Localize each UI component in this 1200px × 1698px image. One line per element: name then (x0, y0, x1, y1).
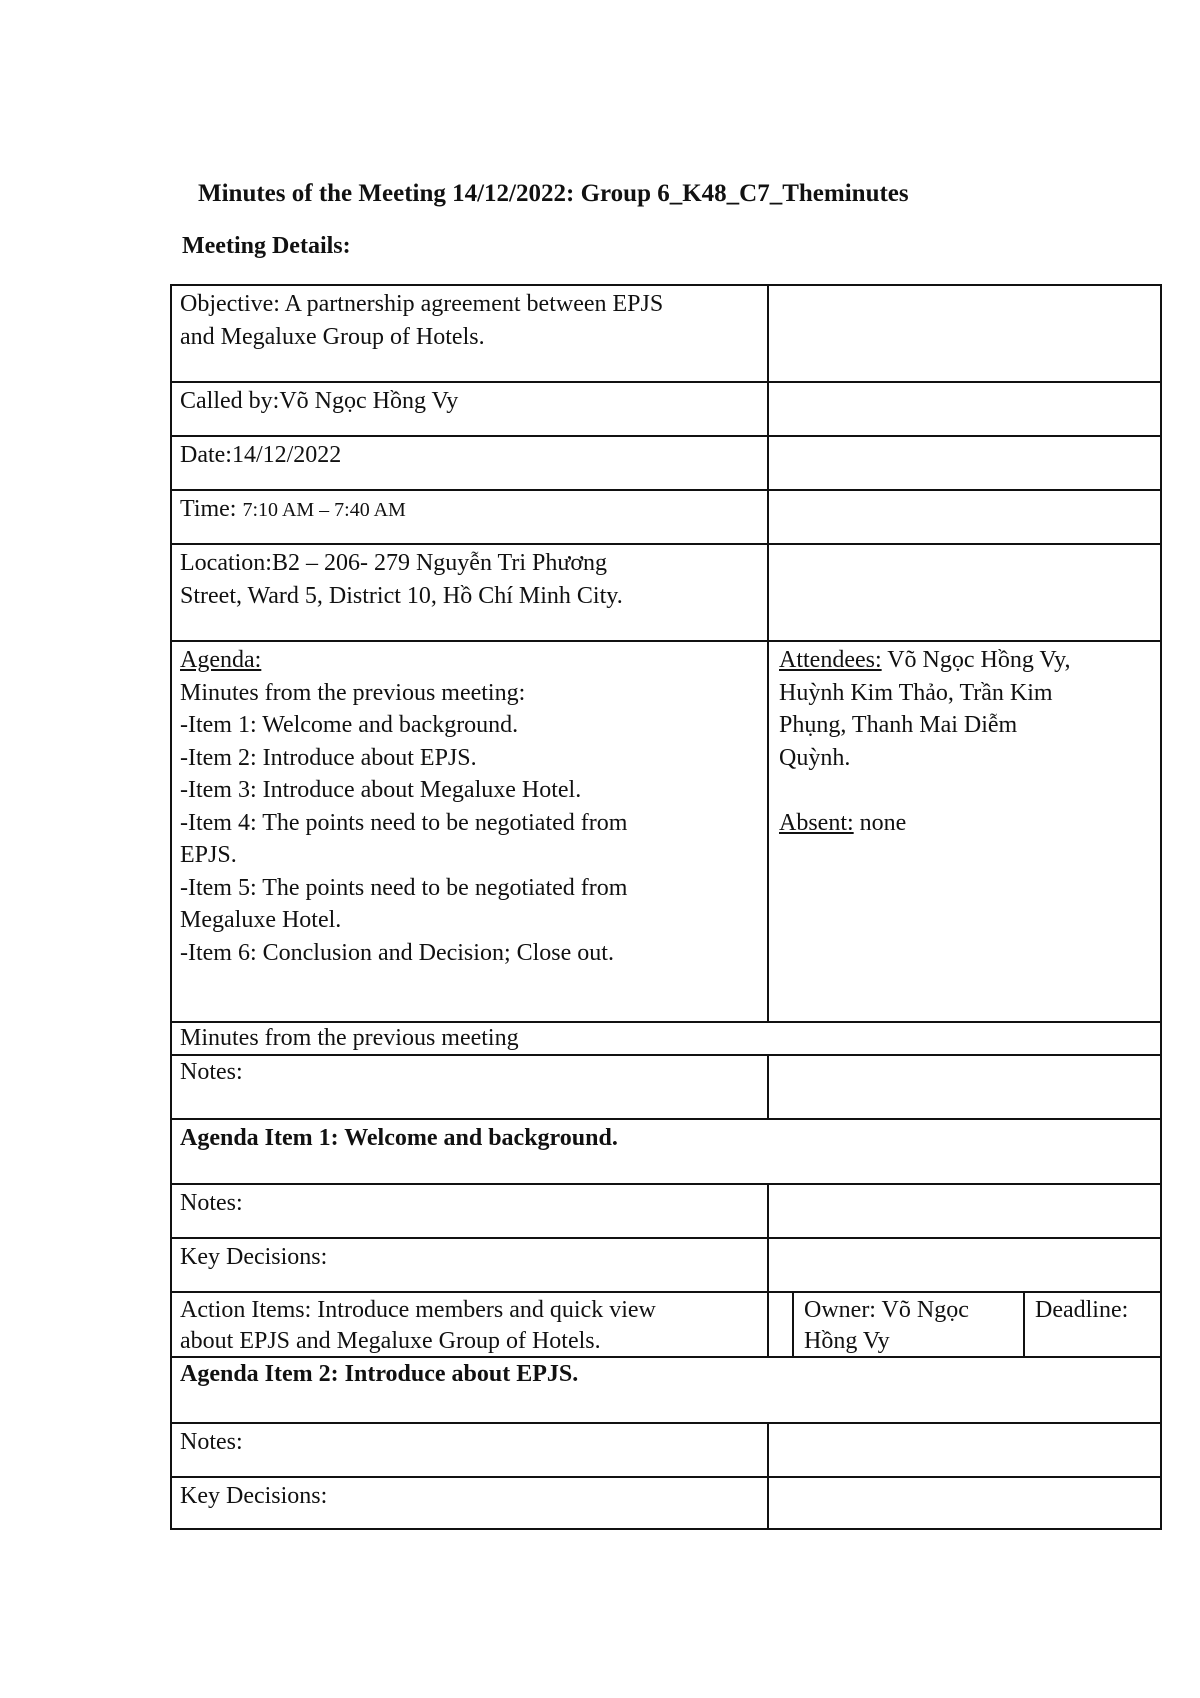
time-label: Time: (180, 496, 243, 522)
rule (767, 1422, 769, 1530)
previous-notes-cell (170, 1056, 767, 1118)
rule (767, 1054, 769, 1118)
agenda-line: -Item 4: The points need to be negotiated from (180, 809, 628, 836)
rule (767, 1183, 769, 1356)
attendee-line: Võ Ngọc Hồng Vy, (881, 647, 1071, 673)
notes-label: Notes: (180, 1059, 243, 1085)
agenda-line: -Item 5: The points need to be negotiated from (180, 874, 628, 901)
date-cell (170, 437, 767, 489)
attendee-line: Quỳnh. (779, 744, 851, 771)
item2-key-decisions-cell (170, 1478, 767, 1528)
deadline-label: Deadline: (1035, 1297, 1129, 1323)
attendee-line: Phụng, Thanh Mai Diễm (779, 712, 1018, 738)
called-by-cell (170, 383, 767, 435)
item1-deadline-cell (1025, 1293, 1160, 1356)
notes-label: Notes: (180, 1190, 243, 1216)
agenda-cell (170, 642, 767, 1021)
agenda-line: -Item 6: Conclusion and Decision; Close out. (180, 939, 614, 966)
item1-action-items-cell (170, 1293, 767, 1356)
notes-label: Notes: (180, 1429, 243, 1455)
key-decisions-label: Key Decisions: (180, 1244, 328, 1270)
previous-minutes-heading-cell (170, 1023, 1160, 1054)
attendees-cell (769, 642, 1160, 1021)
absent-value: none (853, 809, 907, 836)
agenda-line: Megaluxe Hotel. (180, 907, 342, 933)
location-line: Location:B2 – 206- 279 Nguyễn Tri Phương (180, 550, 608, 576)
agenda-line: -Item 3: Introduce about Megaluxe Hotel. (180, 777, 582, 803)
key-decisions-label: Key Decisions: (180, 1483, 328, 1509)
item1-notes-cell (170, 1185, 767, 1237)
objective-line: Objective: A partnership agreement between EPJS (180, 291, 664, 317)
objective-line: and Megaluxe Group of Hotels. (180, 323, 485, 350)
agenda-item-1-heading: Agenda Item 1: Welcome and background. (180, 1125, 618, 1151)
previous-minutes-heading: Minutes from the previous meeting (180, 1025, 519, 1051)
action-items-line: Action Items: Introduce members and quick view (180, 1297, 656, 1323)
meeting-date: Date:14/12/2022 (180, 442, 342, 468)
rule (1160, 284, 1162, 1530)
agenda-item-1-cell (170, 1120, 1160, 1183)
attendees-heading: Attendees: (779, 647, 882, 673)
agenda-line: -Item 2: Introduce about EPJS. (180, 744, 477, 771)
attendee-line: Huỳnh Kim Thảo, Trần Kim (779, 679, 1053, 706)
agenda-item-2-cell (170, 1358, 1160, 1422)
agenda-line: EPJS. (180, 842, 237, 868)
item1-key-decisions-cell (170, 1239, 767, 1291)
rule (170, 1528, 1162, 1530)
agenda-heading: Agenda: (180, 647, 262, 673)
agenda-line: -Item 1: Welcome and background. (180, 712, 519, 738)
item2-notes-cell (170, 1424, 767, 1476)
absent-label: Absent: (779, 809, 854, 836)
time-value: 7:10 AM – 7:40 AM (242, 499, 406, 521)
document-title: Minutes of the Meeting 14/12/2022: Group 6_K48_C7_Theminutes (198, 180, 909, 207)
minutes-table (170, 284, 1162, 1530)
location-cell (170, 545, 767, 640)
owner-line: Hồng Vy (804, 1328, 890, 1354)
time-cell (170, 491, 767, 543)
agenda-line: Minutes from the previous meeting: (180, 679, 526, 706)
item1-owner-cell (794, 1293, 1023, 1356)
owner-line: Owner: Võ Ngọc (804, 1297, 969, 1323)
location-line: Street, Ward 5, District 10, Hồ Chí Minh City. (180, 582, 623, 609)
objective-cell (170, 286, 767, 381)
meeting-details-heading: Meeting Details: (182, 233, 351, 259)
called-by: Called by:Võ Ngọc Hồng Vy (180, 388, 459, 414)
agenda-item-2-heading: Agenda Item 2: Introduce about EPJS. (180, 1361, 579, 1387)
action-items-line: about EPJS and Megaluxe Group of Hotels. (180, 1328, 601, 1354)
